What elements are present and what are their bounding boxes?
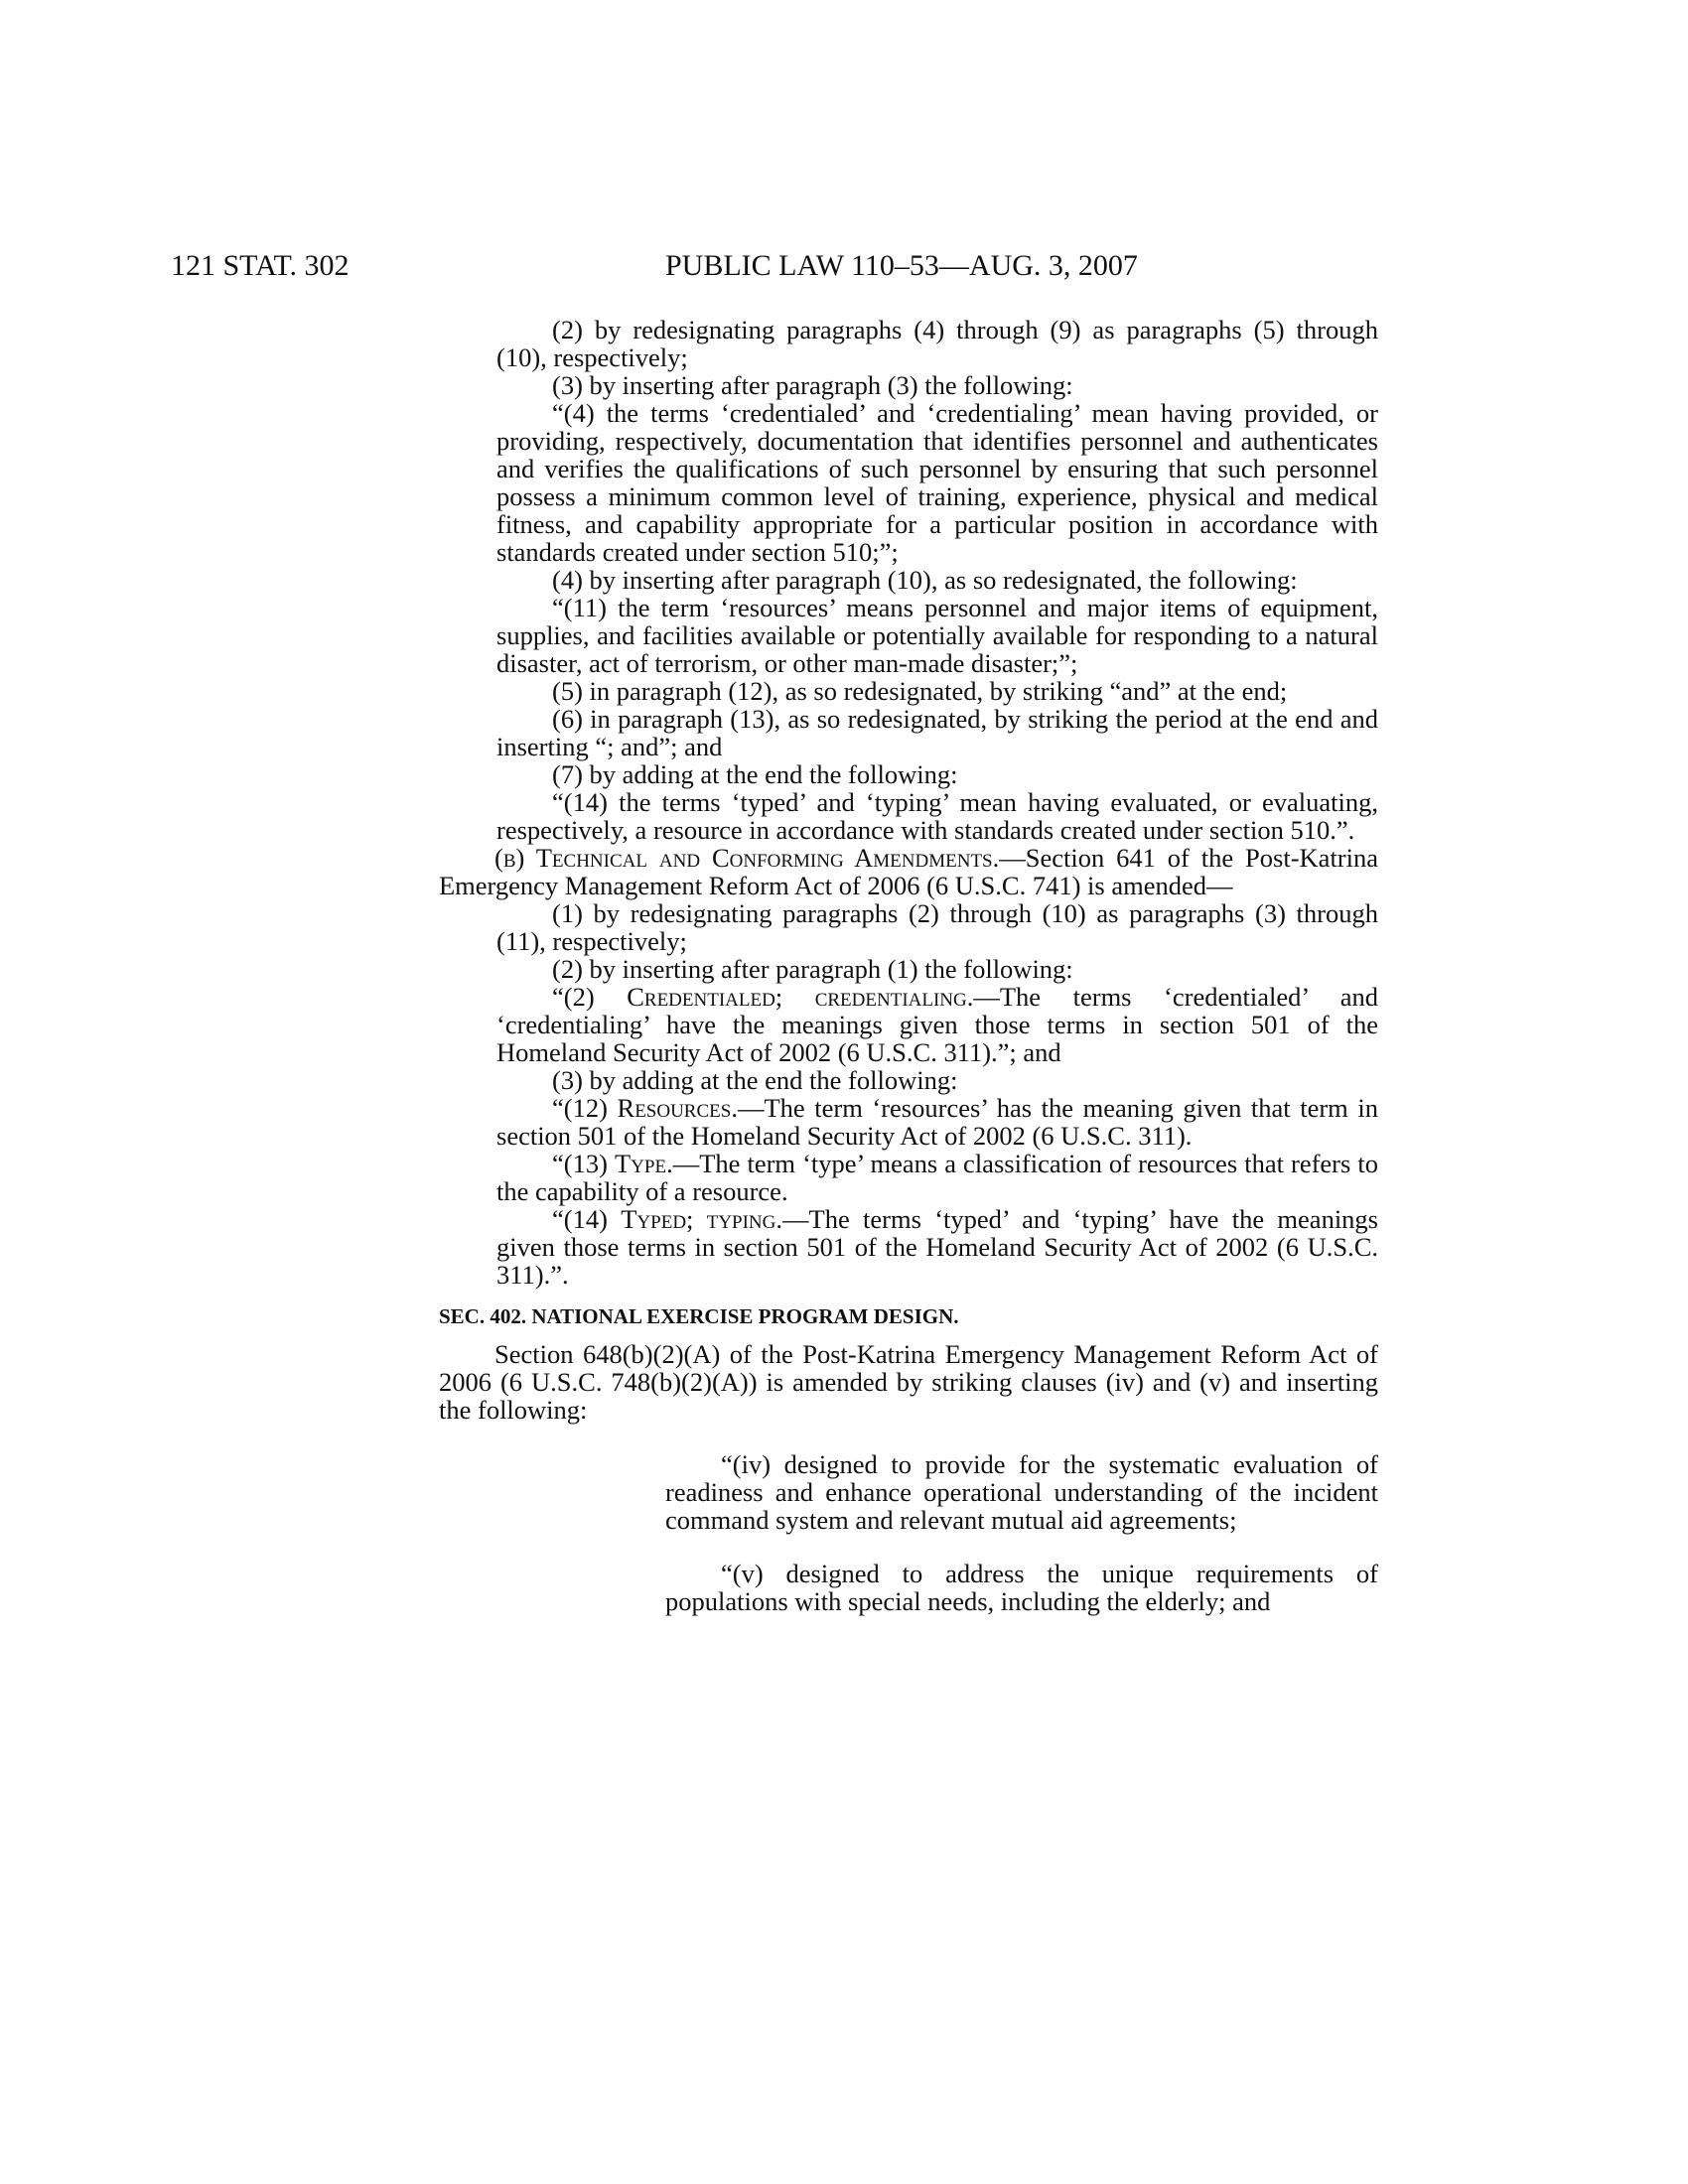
- definition-text: —The terms ‘credentialed’ and ‘credentialing’ have the meanings given those terms in section 501 of the Homeland Security Act of 2002 (6 U.S.C. 311).”; and: [496, 982, 1378, 1067]
- stat-page-number: 121 STAT. 302: [171, 249, 350, 282]
- running-header: [0, 246, 1688, 286]
- definition-heading: Resources.: [617, 1093, 738, 1123]
- paragraph-3-adding: (3) by adding at the end the following:: [552, 1065, 958, 1095]
- clause-iv: “(iv) designed to provide for the systematic evaluation of readiness and enhance operational understanding of the incident command system and relevant mutual aid agreements;: [665, 1448, 1378, 1535]
- definition-number: “(13): [552, 1149, 615, 1178]
- definition-typed: “(14) the terms ‘typed’ and ‘typing’ mean having evaluated, or evaluating, respectively, a resource in accordance with standards created under section 510.”.: [496, 787, 1378, 845]
- document-body: [439, 315, 1379, 1642]
- section-402-text: Section 648(b)(2)(A) of the Post-Katrina Emergency Management Reform Act of 2006 (6 U.S.C. 748(b)(2)(A)) is amended by striking clauses (iv) and (v) and inserting the following:: [439, 1339, 1378, 1425]
- definition-number: “(12): [552, 1093, 618, 1123]
- clause-v: “(v) designed to address the unique requirements of populations with special needs, including the elderly; and: [665, 1559, 1378, 1616]
- definition-resources-641: [496, 1094, 1378, 1150]
- paragraph-7-adding: (7) by adding at the end the following:: [552, 759, 958, 789]
- definition-resources: “(11) the term ‘resources’ means personnel and major items of equipment, supplies, and facilities available or potentially available for responding to a natural disaster, act of terrorism, or other man-made disaster;”;: [496, 593, 1378, 678]
- paragraph-3-inserting: (3) by inserting after paragraph (3) the following:: [552, 370, 1073, 400]
- definition-credentialed: “(4) the terms ‘credentialed’ and ‘credentialing’ mean having provided, or providing, respectively, documentation that identifies personnel and authenticates and verifies the qualifications of such personnel by ensuring that such personnel possess a minimum common level of training, experience, physical and medical fitness, and capability appropriate for a particular position in accordance with standards created under section 510;”;: [496, 398, 1378, 567]
- paragraph-2-redesignating: (2) by redesignating paragraphs (4) through (9) as paragraphs (5) through (10), respectively;: [496, 315, 1378, 372]
- definition-heading: Credentialed; credentialing.: [627, 982, 974, 1012]
- definition-credentialed-641: [496, 983, 1378, 1066]
- paragraph-2-inserting: (2) by inserting after paragraph (1) the following:: [552, 954, 1073, 984]
- definition-text: —The term ‘type’ means a classification of resources that refers to the capability of a resource.: [496, 1149, 1378, 1206]
- paragraph-4-inserting: (4) by inserting after paragraph (10), as so redesignated, the following:: [552, 565, 1298, 595]
- subsection-b-heading: (b) Technical and Conforming Amendments.: [494, 843, 1000, 873]
- definition-heading: Type.: [614, 1149, 673, 1178]
- definition-type-641: [496, 1150, 1378, 1205]
- subsection-b-text: —Section 641 of the Post-Katrina Emergency Management Reform Act of 2006 (6 U.S.C. 741) is amended—: [439, 843, 1379, 900]
- definition-text: —The term ‘resources’ has the meaning given that term in section 501 of the Homeland Security Act of 2002 (6 U.S.C. 311).: [496, 1093, 1378, 1151]
- paragraph-1-redesignating: (1) by redesignating paragraphs (2) through (10) as paragraphs (3) through (11), respectively;: [496, 898, 1378, 956]
- paragraph-6-striking: (6) in paragraph (13), as so redesignated, by striking the period at the end and inserting “; and”; and: [496, 704, 1378, 761]
- definition-text: —The terms ‘typed’ and ‘typing’ have the meanings given those terms in section 501 of the Homeland Security Act of 2002 (6 U.S.C. 311).”.: [496, 1204, 1378, 1290]
- public-law-title: PUBLIC LAW 110–53—AUG. 3, 2007: [665, 249, 1138, 282]
- section-402-heading: SEC. 402. NATIONAL EXERCISE PROGRAM DESIGN.: [439, 1304, 959, 1328]
- definition-typed-641: [496, 1205, 1378, 1289]
- definition-heading: Typed; typing.: [621, 1204, 783, 1234]
- definition-number: “(14): [552, 1204, 622, 1234]
- paragraph-5-striking: (5) in paragraph (12), as so redesignated, by striking “and” at the end;: [552, 676, 1288, 706]
- subsection-b-technical-amendments: [439, 844, 1378, 899]
- definition-number: “(2): [552, 982, 628, 1012]
